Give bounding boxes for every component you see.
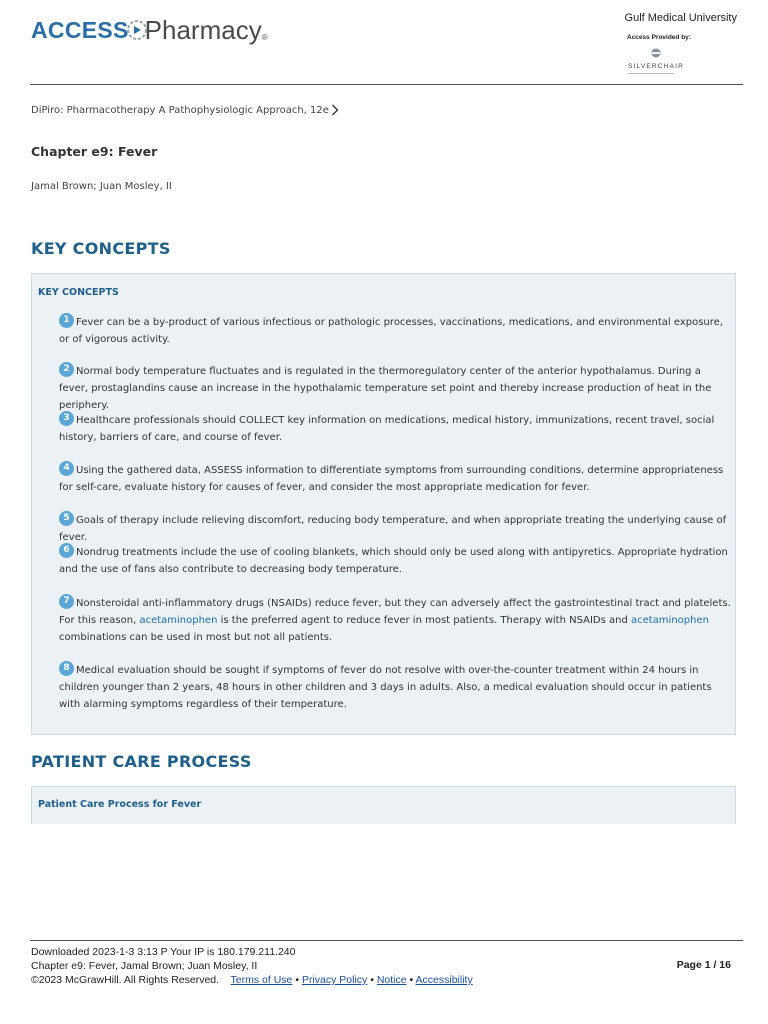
concept-number-badge: 1: [59, 313, 74, 328]
registered-mark: ®: [261, 33, 268, 42]
footer-separator: •: [370, 974, 374, 986]
copyright-line: [31, 973, 473, 987]
concept-text: Using the gathered data, ASSESS information to differentiate symptoms from surrounding conditions, determine appropriateness for self-care, evaluate history for causes of fever, and consider the most appropriate medication for fever.: [59, 465, 724, 493]
acetaminophen-link[interactable]: acetaminophen: [630, 615, 709, 626]
key-concept-item: [59, 661, 731, 713]
footer-divider: [30, 940, 743, 941]
concept-number-badge: 3: [59, 411, 74, 426]
concept-text-part: Nonsteroidal anti-inflammatory drugs (NSAIDs) reduce fever, but they can adversely affect the gastrointestinal tract and platelets. For this reason,: [59, 598, 731, 626]
key-concept-item: [59, 411, 731, 446]
patient-care-process-label: Patient Care Process for Fever: [38, 799, 202, 810]
notice-link[interactable]: Notice: [376, 974, 407, 986]
key-concept-item: [59, 511, 731, 546]
footer-separator: •: [295, 974, 300, 986]
patient-care-process-box: [31, 786, 736, 824]
acetaminophen-link[interactable]: acetaminophen: [139, 615, 218, 626]
accessibility-link[interactable]: Accessibility: [415, 974, 473, 986]
concept-number-badge: 7: [59, 594, 74, 609]
logo-pharmacy-text: Pharmacy: [144, 14, 262, 45]
concept-text: Healthcare professionals should COLLECT key information on medications, medical history, immunizations, recent travel, social history, barriers of care, and course of fever.: [59, 415, 715, 443]
accesspharmacy-logo[interactable]: [31, 10, 268, 50]
silverchair-logo: [626, 43, 686, 74]
concept-text: Medical evaluation should be sought if symptoms of fever do not resolve with over-the-counter treatment within 24 hours in children younger than 2 years, 48 hours in other children and 3 days in adults. Also, a medical evaluation should occur in patients with alarming symptoms regardless of their temperature.: [59, 665, 712, 710]
key-concept-item: [59, 461, 731, 496]
page-footer: [31, 945, 473, 987]
patient-care-process-heading: PATIENT CARE PROCESS: [31, 752, 252, 771]
header-divider: [30, 84, 743, 85]
concept-text-part: combinations can be used in most but not all patients.: [59, 632, 333, 643]
footer-separator: •: [409, 974, 414, 986]
key-concept-item: [59, 313, 731, 348]
concept-number-badge: 6: [59, 543, 74, 558]
silverchair-wordmark: SILVERCHAIR: [627, 63, 685, 70]
concept-text-part: is the preferred agent to reduce fever in most patients. Therapy with NSAIDs and: [217, 615, 631, 626]
key-concepts-box: [31, 273, 736, 735]
access-provided-by-label: Access Provided by:: [627, 34, 691, 41]
concept-text: Normal body temperature fluctuates and is regulated in the thermoregulatory center of the anterior hypothalamus. During a fever, prostaglandins cause an increase in the hypothalamic temperature set point and thereby increase production of heat in the periphery.: [59, 366, 712, 411]
concept-number-badge: 8: [59, 661, 74, 676]
chapter-authors: Jamal Brown; Juan Mosley, II: [31, 181, 172, 192]
key-concepts-box-label: KEY CONCEPTS: [38, 287, 119, 298]
copyright-text: ©2023 McGrawHill. All Rights Reserved.: [31, 974, 220, 986]
silverchair-emblem-icon: [650, 48, 662, 58]
breadcrumb-book-title[interactable]: DiPiro: Pharmacotherapy A Pathophysiologic Approach, 12e: [31, 104, 329, 116]
concept-number-badge: 2: [59, 362, 74, 377]
page-header: [0, 0, 768, 86]
privacy-policy-link[interactable]: Privacy Policy: [301, 974, 368, 986]
chevron-right-icon: [331, 104, 339, 116]
download-info: Downloaded 2023-1-3 3:13 P Your IP is 180.179.211.240: [31, 946, 296, 958]
key-concepts-heading: KEY CONCEPTS: [31, 239, 171, 258]
concept-text: Nondrug treatments include the use of cooling blankets, which should only be used along with antipyretics. Appropriate hydration and the use of fans also contribute to decreasing body temperature.: [59, 547, 728, 575]
chapter-citation: Chapter e9: Fever, Jamal Brown; Juan Mosley, II: [31, 960, 258, 972]
logo-access-text: ACCESS: [31, 16, 129, 43]
key-concept-item: [59, 362, 731, 414]
concept-number-badge: 4: [59, 461, 74, 476]
breadcrumb[interactable]: [31, 104, 339, 116]
gear-arrow-icon: [130, 15, 144, 45]
concept-number-badge: 5: [59, 511, 74, 526]
concept-text: Goals of therapy include relieving discomfort, reducing body temperature, and when appropriate treating the underlying cause of fever.: [59, 515, 727, 543]
terms-of-use-link[interactable]: Terms of Use: [230, 974, 293, 986]
chapter-title: Chapter e9: Fever: [31, 144, 158, 159]
concept-text: Fever can be a by-product of various infectious or pathologic processes, vaccinations, medications, and environmental exposure, or of vigorous activity.: [59, 317, 723, 345]
silverchair-tagline-rule: [628, 73, 674, 74]
institution-name: Gulf Medical University: [624, 12, 737, 24]
key-concept-item: [59, 594, 731, 646]
page-number: Page 1 / 16: [676, 959, 731, 971]
key-concept-item: [59, 543, 731, 578]
